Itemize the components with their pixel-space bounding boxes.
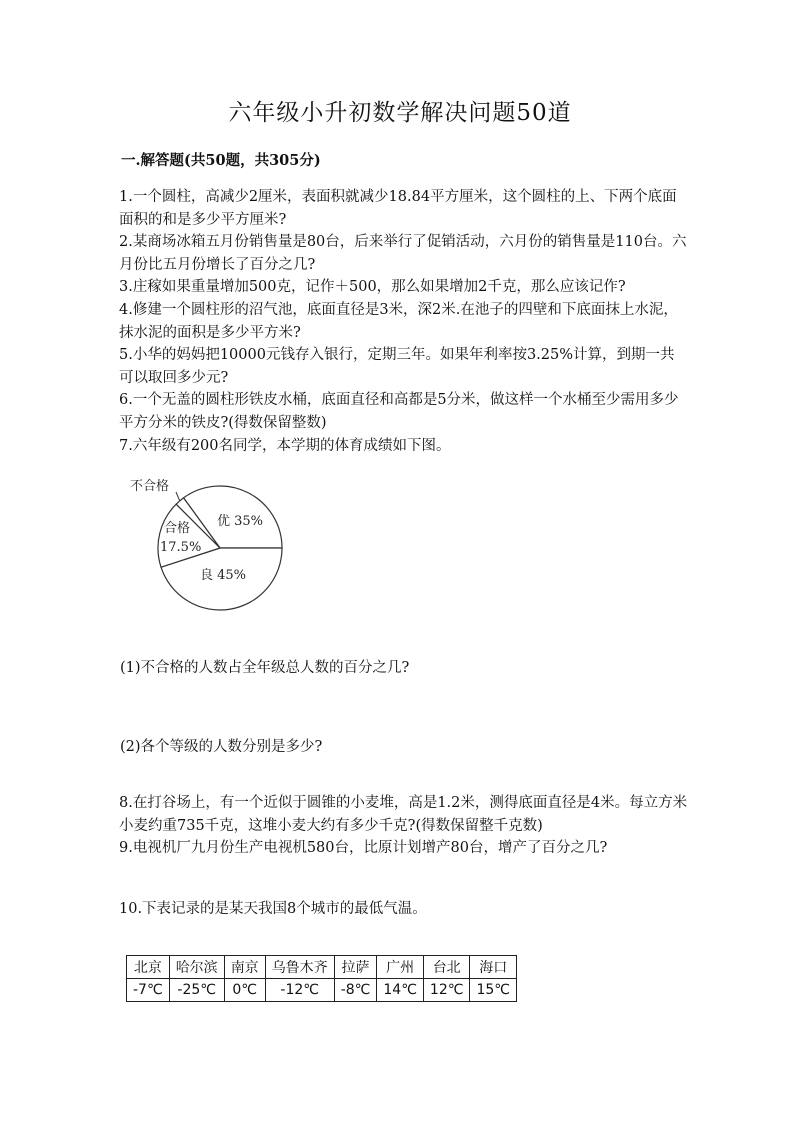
sub-question-1: (1)不合格的人数占全年级总人数的百分之几? <box>120 660 410 676</box>
table-cell: -12℃ <box>265 979 334 1002</box>
table-cell: 海口 <box>470 956 517 979</box>
table-cell: 12℃ <box>423 979 470 1002</box>
table-cell: -7℃ <box>127 979 170 1002</box>
table-row-temps <box>127 979 517 1002</box>
sub-question-2: (2)各个等级的人数分别是多少? <box>120 739 323 755</box>
pie-label-pass: 合格 <box>164 521 191 536</box>
problem-1: 1.一个圆柱，高减少2厘米，表面积就减少18.84平方厘米，这个圆柱的上、下两个底面面积的和是多少平方厘米? <box>119 189 677 228</box>
table-cell: 0℃ <box>224 979 265 1002</box>
page-title: 六年级小升初数学解决问题50道 <box>228 100 572 126</box>
table-cell: 14℃ <box>377 979 424 1002</box>
problem-4: 4.修建一个圆柱形的沼气池，底面直径是3米，深2米.在池子的四壁和下底面抹上水泥，抹水泥的面积是多少平方米? <box>119 301 678 341</box>
problem-list <box>119 186 689 457</box>
pie-label-fail: 不合格 <box>130 479 170 494</box>
pie-label-good: 良 45% <box>200 568 247 583</box>
problem-8: 8.在打谷场上，有一个近似于圆锥的小麦堆，高是1.2米，测得底面直径是4米。每立方米小麦约重735千克，这堆小麦大约有多少千克?(得数保留整千克数) <box>119 795 688 834</box>
problem-5: 5.小华的妈妈把10000元钱存入银行，定期三年。如果年利率按3.25%计算，到期一共可以取回多少元? <box>119 347 675 386</box>
table-cell: 广州 <box>377 956 424 979</box>
table-row-cities <box>127 956 517 979</box>
problem-list-2 <box>119 792 689 860</box>
table-cell: 北京 <box>127 956 170 979</box>
pie-label-pass-pct: 17.5% <box>160 540 202 555</box>
problem-10: 10.下表记录的是某天我国8个城市的最低气温。 <box>119 901 427 917</box>
section-heading: 一.解答题(共50题，共305分) <box>121 152 321 169</box>
table-cell: 南京 <box>224 956 265 979</box>
table-cell: 拉萨 <box>334 956 377 979</box>
problem-7: 7.六年级有200名同学，本学期的体育成绩如下图。 <box>119 437 451 454</box>
table-cell: 哈尔滨 <box>169 956 224 979</box>
table-cell: 15℃ <box>470 979 517 1002</box>
problem-2: 2.某商场冰箱五月份销售量是80台，后来举行了促销活动，六月份的销售量是110台。六月份比五月份增长了百分之几? <box>119 234 687 273</box>
pie-leader-line <box>176 492 180 501</box>
problem-6: 6.一个无盖的圆柱形铁皮水桶，底面直径和高都是5分米，做这样一个水桶至少需用多少平方分米的铁皮?(得数保留整数) <box>119 392 679 431</box>
grade-pie-chart <box>120 470 300 620</box>
table-cell: 乌鲁木齐 <box>265 956 334 979</box>
pie-svg <box>120 470 300 620</box>
table-cell: -8℃ <box>334 979 377 1002</box>
problem-3: 3.庄稼如果重量增加500克，记作＋500，那么如果增加2千克，那么应该记作? <box>119 279 626 296</box>
table-cell: -25℃ <box>169 979 224 1002</box>
pie-label-excellent: 优 35% <box>217 514 264 529</box>
table-cell: 台北 <box>423 956 470 979</box>
problem-9: 9.电视机厂九月份生产电视机580台，比原计划增产80台，增产了百分之几? <box>119 840 608 857</box>
temperature-table <box>126 955 517 1002</box>
